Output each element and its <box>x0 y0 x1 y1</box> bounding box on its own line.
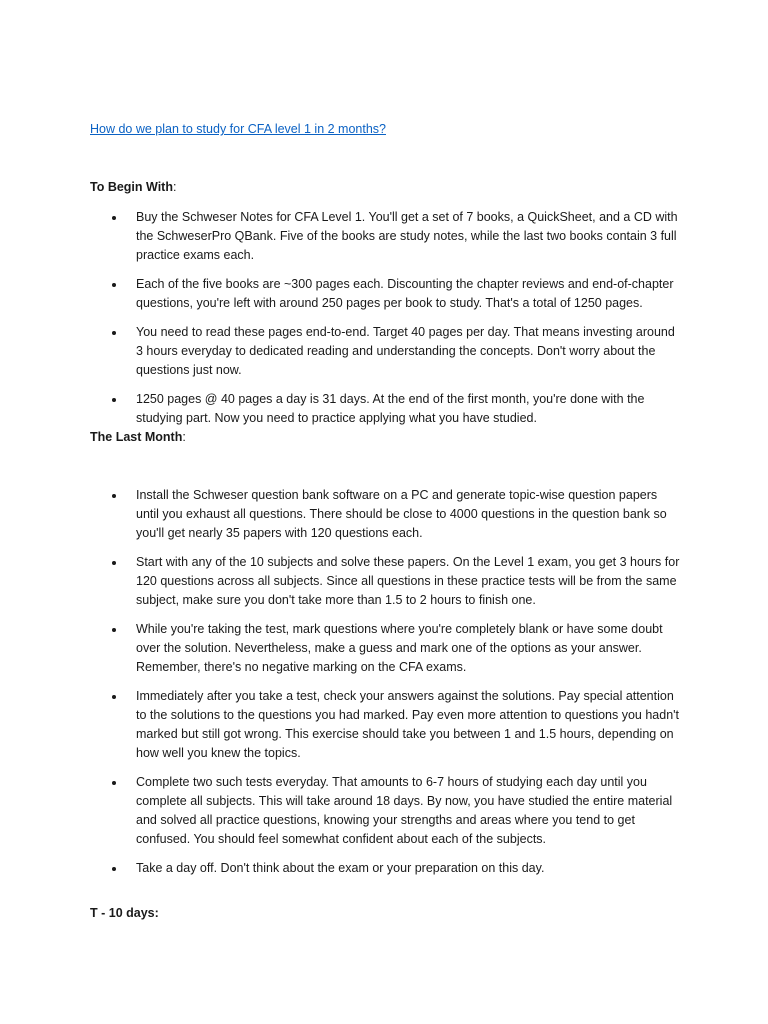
heading-to-begin-with: To Begin With: <box>90 180 177 194</box>
question-link[interactable]: How do we plan to study for CFA level 1 in 2 months? <box>90 122 386 136</box>
bullet-icon <box>112 781 116 785</box>
bullet-icon <box>112 283 116 287</box>
bullet-icon <box>112 628 116 632</box>
bullet-icon <box>112 867 116 871</box>
list-item: Immediately after you take a test, check your answers against the solutions. Pay special attention to the solutions to the questions you had marked. Pay even more attention to questions you hadn't marked but still got wrong. This exercise should take you between 1 and 1.5 hours, depending on how well you knew the topics. <box>90 687 682 763</box>
list-item: You need to read these pages end-to-end. Target 40 pages per day. That means investing around 3 hours everyday to dedicated reading and understanding the concepts. Don't worry about the questions just now. <box>90 323 682 380</box>
bullet-icon <box>112 398 116 402</box>
list-item: While you're taking the test, mark questions where you're completely blank or have some doubt over the solution. Nevertheless, make a guess and mark one of the options as your answer. Remember, there's no negative marking on the CFA exams. <box>90 620 682 677</box>
list-the-last-month <box>90 486 682 888</box>
list-item: Take a day off. Don't think about the exam or your preparation on this day. <box>90 859 682 878</box>
bullet-icon <box>112 331 116 335</box>
bullet-icon <box>112 695 116 699</box>
bullet-icon <box>112 561 116 565</box>
list-item: Each of the five books are ~300 pages each. Discounting the chapter reviews and end-of-chapter questions, you're left with around 250 pages per book to study. That's a total of 1250 pages. <box>90 275 682 313</box>
heading-t-minus-10-days-text: T - 10 days <box>90 906 155 920</box>
heading-to-begin-with-text: To Begin With <box>90 180 173 194</box>
list-item: Buy the Schweser Notes for CFA Level 1. You'll get a set of 7 books, a QuickSheet, and a CD with the SchweserPro QBank. Five of the books are study notes, while the last two books contain 3 full practice exams each. <box>90 208 682 265</box>
bullet-icon <box>112 216 116 220</box>
list-item: Start with any of the 10 subjects and solve these papers. On the Level 1 exam, you get 3 hours for 120 questions across all subjects. Since all questions in these practice tests will be from the same subject, make sure you don't take more than 1.5 to 2 hours to finish one. <box>90 553 682 610</box>
list-to-begin-with <box>90 208 682 438</box>
list-item: Install the Schweser question bank software on a PC and generate topic-wise question papers until you exhaust all questions. There should be close to 4000 questions in the question bank so you'll get nearly 35 papers with 120 questions each. <box>90 486 682 543</box>
list-item: 1250 pages @ 40 pages a day is 31 days. At the end of the first month, you're done with the studying part. Now you need to practice applying what you have studied. <box>90 390 682 428</box>
heading-t-minus-10-days: T - 10 days: <box>90 906 159 920</box>
heading-the-last-month-text: The Last Month <box>90 430 183 444</box>
heading-the-last-month: The Last Month: <box>90 430 186 444</box>
list-item: Complete two such tests everyday. That amounts to 6-7 hours of studying each day until you complete all subjects. This will take around 18 days. By now, you have studied the entire material and solved all practice questions, knowing your strengths and areas where you tend to get confused. You should feel somewhat confident about each of the subjects. <box>90 773 682 849</box>
bullet-icon <box>112 494 116 498</box>
